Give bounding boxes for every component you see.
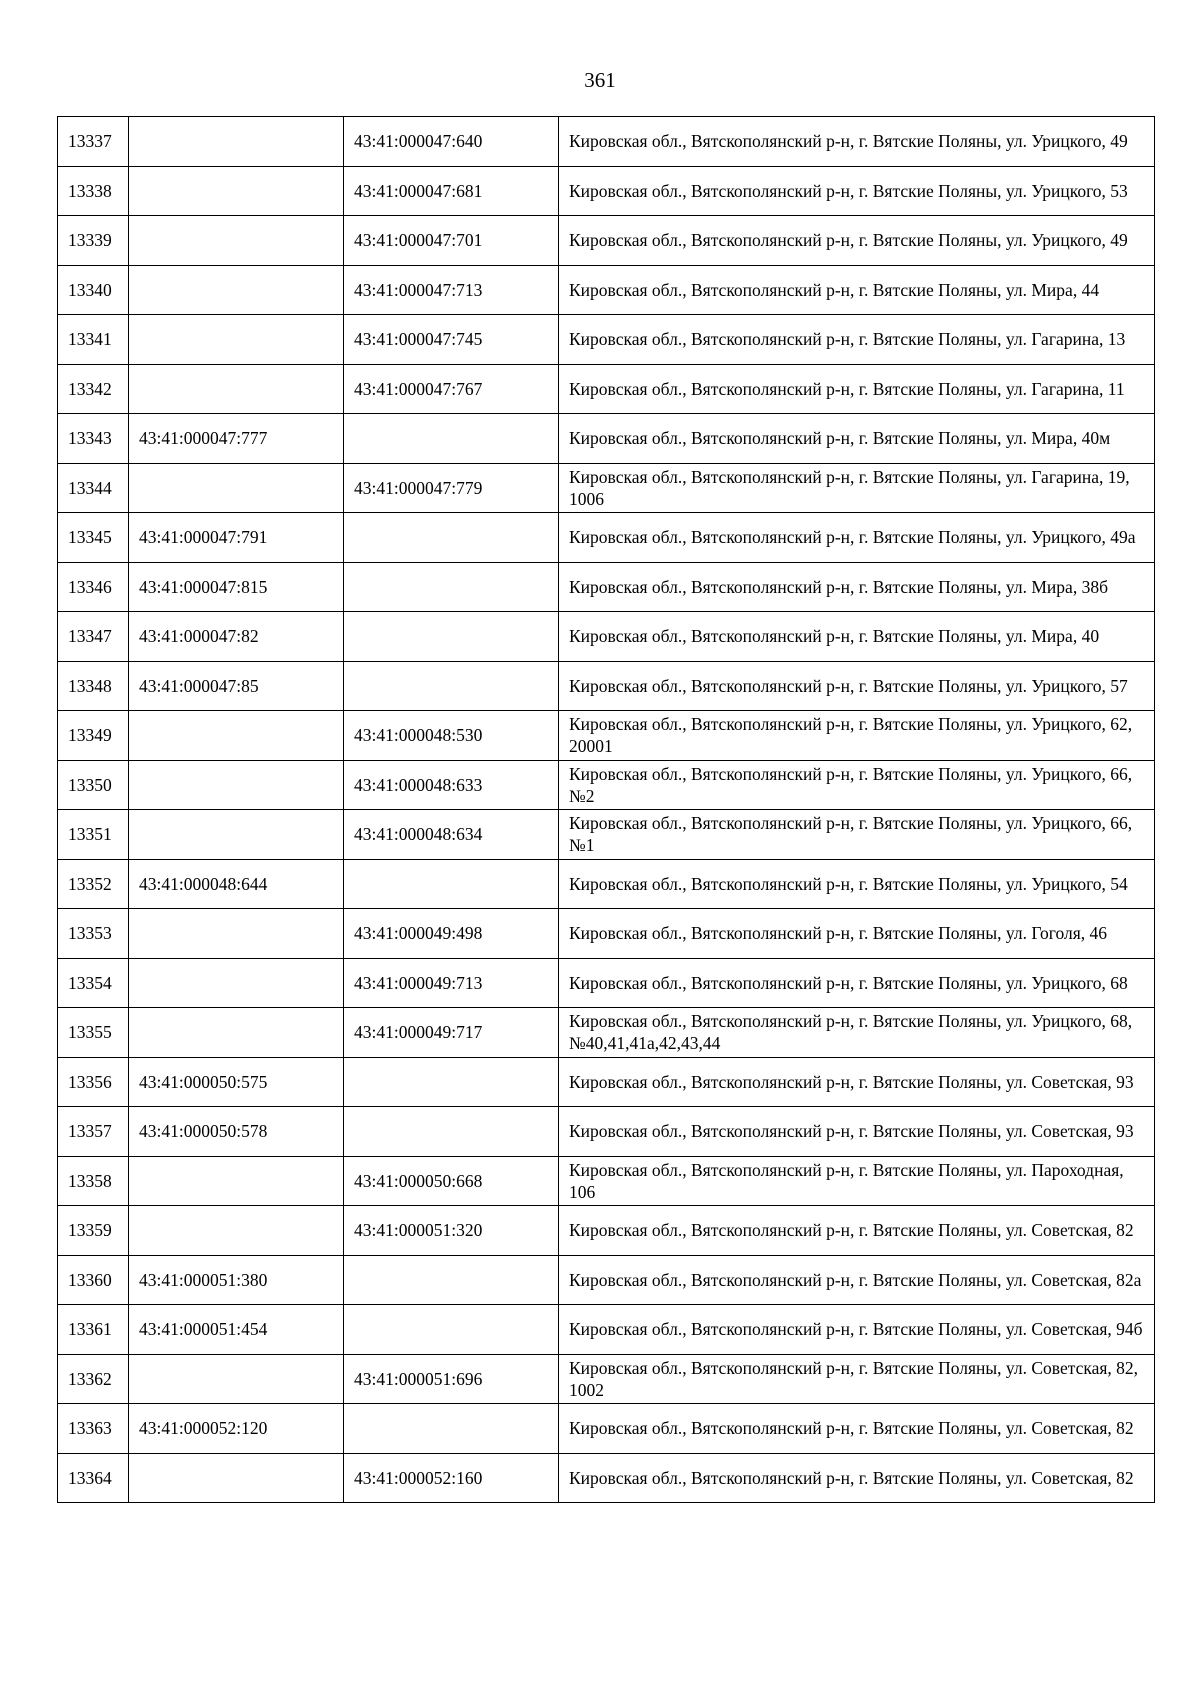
cadastral-number-a-cell <box>129 166 344 216</box>
cadastral-number-a-cell: 43:41:000047:85 <box>129 661 344 711</box>
row-number-cell: 13339 <box>58 216 129 266</box>
row-number-cell: 13359 <box>58 1206 129 1256</box>
address-cell: Кировская обл., Вятскополянский р-н, г. Вятские Поляны, ул. Советская, 82 <box>559 1453 1155 1503</box>
cadastral-number-a-cell: 43:41:000050:575 <box>129 1057 344 1107</box>
row-number-cell: 13350 <box>58 760 129 810</box>
cadastral-number-a-cell: 43:41:000051:454 <box>129 1305 344 1355</box>
table-row <box>58 315 1155 365</box>
address-cell: Кировская обл., Вятскополянский р-н, г. Вятские Поляны, ул. Гоголя, 46 <box>559 909 1155 959</box>
address-cell: Кировская обл., Вятскополянский р-н, г. Вятские Поляны, ул. Урицкого, 54 <box>559 859 1155 909</box>
row-number-cell: 13355 <box>58 1008 129 1058</box>
row-number-cell: 13340 <box>58 265 129 315</box>
cadastral-number-b-cell: 43:41:000051:320 <box>344 1206 559 1256</box>
row-number-cell: 13349 <box>58 711 129 761</box>
address-cell: Кировская обл., Вятскополянский р-н, г. Вятские Поляны, ул. Урицкого, 49 <box>559 117 1155 167</box>
row-number-cell: 13351 <box>58 810 129 860</box>
row-number-cell: 13337 <box>58 117 129 167</box>
row-number-cell: 13341 <box>58 315 129 365</box>
address-cell: Кировская обл., Вятскополянский р-н, г. Вятские Поляны, ул. Мира, 40 <box>559 612 1155 662</box>
cadastral-number-b-cell <box>344 612 559 662</box>
table-row <box>58 1404 1155 1454</box>
table-row <box>58 117 1155 167</box>
table-row <box>58 661 1155 711</box>
row-number-cell: 13346 <box>58 562 129 612</box>
table-row <box>58 1305 1155 1355</box>
address-cell: Кировская обл., Вятскополянский р-н, г. Вятские Поляны, ул. Урицкого, 68 <box>559 958 1155 1008</box>
cadastral-number-b-cell: 43:41:000047:640 <box>344 117 559 167</box>
table-row <box>58 166 1155 216</box>
address-cell: Кировская обл., Вятскополянский р-н, г. Вятские Поляны, ул. Советская, 82а <box>559 1255 1155 1305</box>
address-cell: Кировская обл., Вятскополянский р-н, г. Вятские Поляны, ул. Гагарина, 19, 1006 <box>559 463 1155 513</box>
address-cell: Кировская обл., Вятскополянский р-н, г. Вятские Поляны, ул. Урицкого, 62, 20001 <box>559 711 1155 761</box>
row-number-cell: 13363 <box>58 1404 129 1454</box>
table-row <box>58 760 1155 810</box>
cadastral-number-a-cell <box>129 216 344 266</box>
table-row <box>58 859 1155 909</box>
cadastral-number-a-cell <box>129 315 344 365</box>
address-cell: Кировская обл., Вятскополянский р-н, г. Вятские Поляны, ул. Урицкого, 57 <box>559 661 1155 711</box>
row-number-cell: 13361 <box>58 1305 129 1355</box>
cadastral-number-b-cell <box>344 414 559 464</box>
cadastral-number-b-cell: 43:41:000047:779 <box>344 463 559 513</box>
row-number-cell: 13362 <box>58 1354 129 1404</box>
table-row <box>58 810 1155 860</box>
address-cell: Кировская обл., Вятскополянский р-н, г. Вятские Поляны, ул. Советская, 82 <box>559 1206 1155 1256</box>
cadastral-number-a-cell <box>129 1156 344 1206</box>
cadastral-number-b-cell <box>344 1255 559 1305</box>
cadastral-number-b-cell <box>344 1305 559 1355</box>
table-row <box>58 1206 1155 1256</box>
cadastral-number-b-cell: 43:41:000049:713 <box>344 958 559 1008</box>
cadastral-number-a-cell <box>129 1206 344 1256</box>
address-cell: Кировская обл., Вятскополянский р-н, г. Вятские Поляны, ул. Советская, 93 <box>559 1107 1155 1157</box>
registry-table-body <box>58 117 1155 1503</box>
cadastral-number-a-cell <box>129 117 344 167</box>
address-cell: Кировская обл., Вятскополянский р-н, г. Вятские Поляны, ул. Урицкого, 66, №1 <box>559 810 1155 860</box>
cadastral-number-b-cell <box>344 1107 559 1157</box>
cadastral-number-a-cell <box>129 909 344 959</box>
cadastral-number-b-cell: 43:41:000048:530 <box>344 711 559 761</box>
address-cell: Кировская обл., Вятскополянский р-н, г. Вятские Поляны, ул. Урицкого, 49а <box>559 513 1155 563</box>
row-number-cell: 13364 <box>58 1453 129 1503</box>
row-number-cell: 13342 <box>58 364 129 414</box>
row-number-cell: 13358 <box>58 1156 129 1206</box>
cadastral-number-b-cell: 43:41:000050:668 <box>344 1156 559 1206</box>
row-number-cell: 13344 <box>58 463 129 513</box>
cadastral-number-b-cell: 43:41:000049:717 <box>344 1008 559 1058</box>
cadastral-number-b-cell <box>344 1404 559 1454</box>
cadastral-number-a-cell <box>129 1008 344 1058</box>
table-row <box>58 1008 1155 1058</box>
cadastral-number-b-cell: 43:41:000052:160 <box>344 1453 559 1503</box>
address-cell: Кировская обл., Вятскополянский р-н, г. Вятские Поляны, ул. Мира, 40м <box>559 414 1155 464</box>
cadastral-number-a-cell <box>129 810 344 860</box>
address-cell: Кировская обл., Вятскополянский р-н, г. Вятские Поляны, ул. Советская, 82 <box>559 1404 1155 1454</box>
cadastral-number-b-cell <box>344 513 559 563</box>
cadastral-number-b-cell: 43:41:000051:696 <box>344 1354 559 1404</box>
row-number-cell: 13356 <box>58 1057 129 1107</box>
table-row <box>58 414 1155 464</box>
cadastral-number-a-cell <box>129 265 344 315</box>
table-row <box>58 1354 1155 1404</box>
address-cell: Кировская обл., Вятскополянский р-н, г. Вятские Поляны, ул. Советская, 94б <box>559 1305 1155 1355</box>
table-row <box>58 216 1155 266</box>
page-number: 361 <box>584 68 616 92</box>
address-cell: Кировская обл., Вятскополянский р-н, г. Вятские Поляны, ул. Пароходная, 106 <box>559 1156 1155 1206</box>
address-cell: Кировская обл., Вятскополянский р-н, г. Вятские Поляны, ул. Урицкого, 68, №40,41,41а,42,43,44 <box>559 1008 1155 1058</box>
table-row <box>58 1453 1155 1503</box>
cadastral-number-a-cell: 43:41:000047:777 <box>129 414 344 464</box>
row-number-cell: 13354 <box>58 958 129 1008</box>
table-row <box>58 1156 1155 1206</box>
address-cell: Кировская обл., Вятскополянский р-н, г. Вятские Поляны, ул. Мира, 38б <box>559 562 1155 612</box>
cadastral-number-a-cell: 43:41:000047:815 <box>129 562 344 612</box>
cadastral-number-b-cell <box>344 562 559 612</box>
table-row <box>58 958 1155 1008</box>
cadastral-number-b-cell: 43:41:000048:633 <box>344 760 559 810</box>
cadastral-number-b-cell: 43:41:000047:767 <box>344 364 559 414</box>
row-number-cell: 13348 <box>58 661 129 711</box>
table-row <box>58 1107 1155 1157</box>
cadastral-number-a-cell: 43:41:000052:120 <box>129 1404 344 1454</box>
address-cell: Кировская обл., Вятскополянский р-н, г. Вятские Поляны, ул. Гагарина, 11 <box>559 364 1155 414</box>
cadastral-number-b-cell <box>344 859 559 909</box>
cadastral-number-a-cell: 43:41:000048:644 <box>129 859 344 909</box>
row-number-cell: 13347 <box>58 612 129 662</box>
cadastral-number-a-cell <box>129 364 344 414</box>
cadastral-number-a-cell <box>129 711 344 761</box>
cadastral-number-b-cell <box>344 661 559 711</box>
address-cell: Кировская обл., Вятскополянский р-н, г. Вятские Поляны, ул. Советская, 93 <box>559 1057 1155 1107</box>
cadastral-number-a-cell <box>129 958 344 1008</box>
row-number-cell: 13343 <box>58 414 129 464</box>
table-row <box>58 612 1155 662</box>
cadastral-number-b-cell: 43:41:000049:498 <box>344 909 559 959</box>
cadastral-number-b-cell: 43:41:000048:634 <box>344 810 559 860</box>
address-cell: Кировская обл., Вятскополянский р-н, г. Вятские Поляны, ул. Мира, 44 <box>559 265 1155 315</box>
row-number-cell: 13357 <box>58 1107 129 1157</box>
row-number-cell: 13345 <box>58 513 129 563</box>
table-row <box>58 909 1155 959</box>
table-row <box>58 1057 1155 1107</box>
cadastral-number-b-cell: 43:41:000047:745 <box>344 315 559 365</box>
registry-table <box>57 116 1155 1503</box>
address-cell: Кировская обл., Вятскополянский р-н, г. Вятские Поляны, ул. Советская, 82, 1002 <box>559 1354 1155 1404</box>
address-cell: Кировская обл., Вятскополянский р-н, г. Вятские Поляны, ул. Урицкого, 53 <box>559 166 1155 216</box>
address-cell: Кировская обл., Вятскополянский р-н, г. Вятские Поляны, ул. Урицкого, 66, №2 <box>559 760 1155 810</box>
cadastral-number-a-cell <box>129 463 344 513</box>
row-number-cell: 13360 <box>58 1255 129 1305</box>
table-row <box>58 364 1155 414</box>
address-cell: Кировская обл., Вятскополянский р-н, г. Вятские Поляны, ул. Урицкого, 49 <box>559 216 1155 266</box>
table-row <box>58 1255 1155 1305</box>
table-row <box>58 562 1155 612</box>
row-number-cell: 13353 <box>58 909 129 959</box>
cadastral-number-a-cell <box>129 1354 344 1404</box>
cadastral-number-b-cell <box>344 1057 559 1107</box>
table-row <box>58 711 1155 761</box>
cadastral-number-a-cell: 43:41:000051:380 <box>129 1255 344 1305</box>
row-number-cell: 13338 <box>58 166 129 216</box>
cadastral-number-a-cell: 43:41:000050:578 <box>129 1107 344 1157</box>
table-row <box>58 265 1155 315</box>
cadastral-number-a-cell <box>129 1453 344 1503</box>
cadastral-number-a-cell: 43:41:000047:82 <box>129 612 344 662</box>
cadastral-number-a-cell: 43:41:000047:791 <box>129 513 344 563</box>
cadastral-number-b-cell: 43:41:000047:713 <box>344 265 559 315</box>
address-cell: Кировская обл., Вятскополянский р-н, г. Вятские Поляны, ул. Гагарина, 13 <box>559 315 1155 365</box>
table-row <box>58 463 1155 513</box>
cadastral-number-b-cell: 43:41:000047:681 <box>344 166 559 216</box>
row-number-cell: 13352 <box>58 859 129 909</box>
table-row <box>58 513 1155 563</box>
cadastral-number-a-cell <box>129 760 344 810</box>
cadastral-number-b-cell: 43:41:000047:701 <box>344 216 559 266</box>
